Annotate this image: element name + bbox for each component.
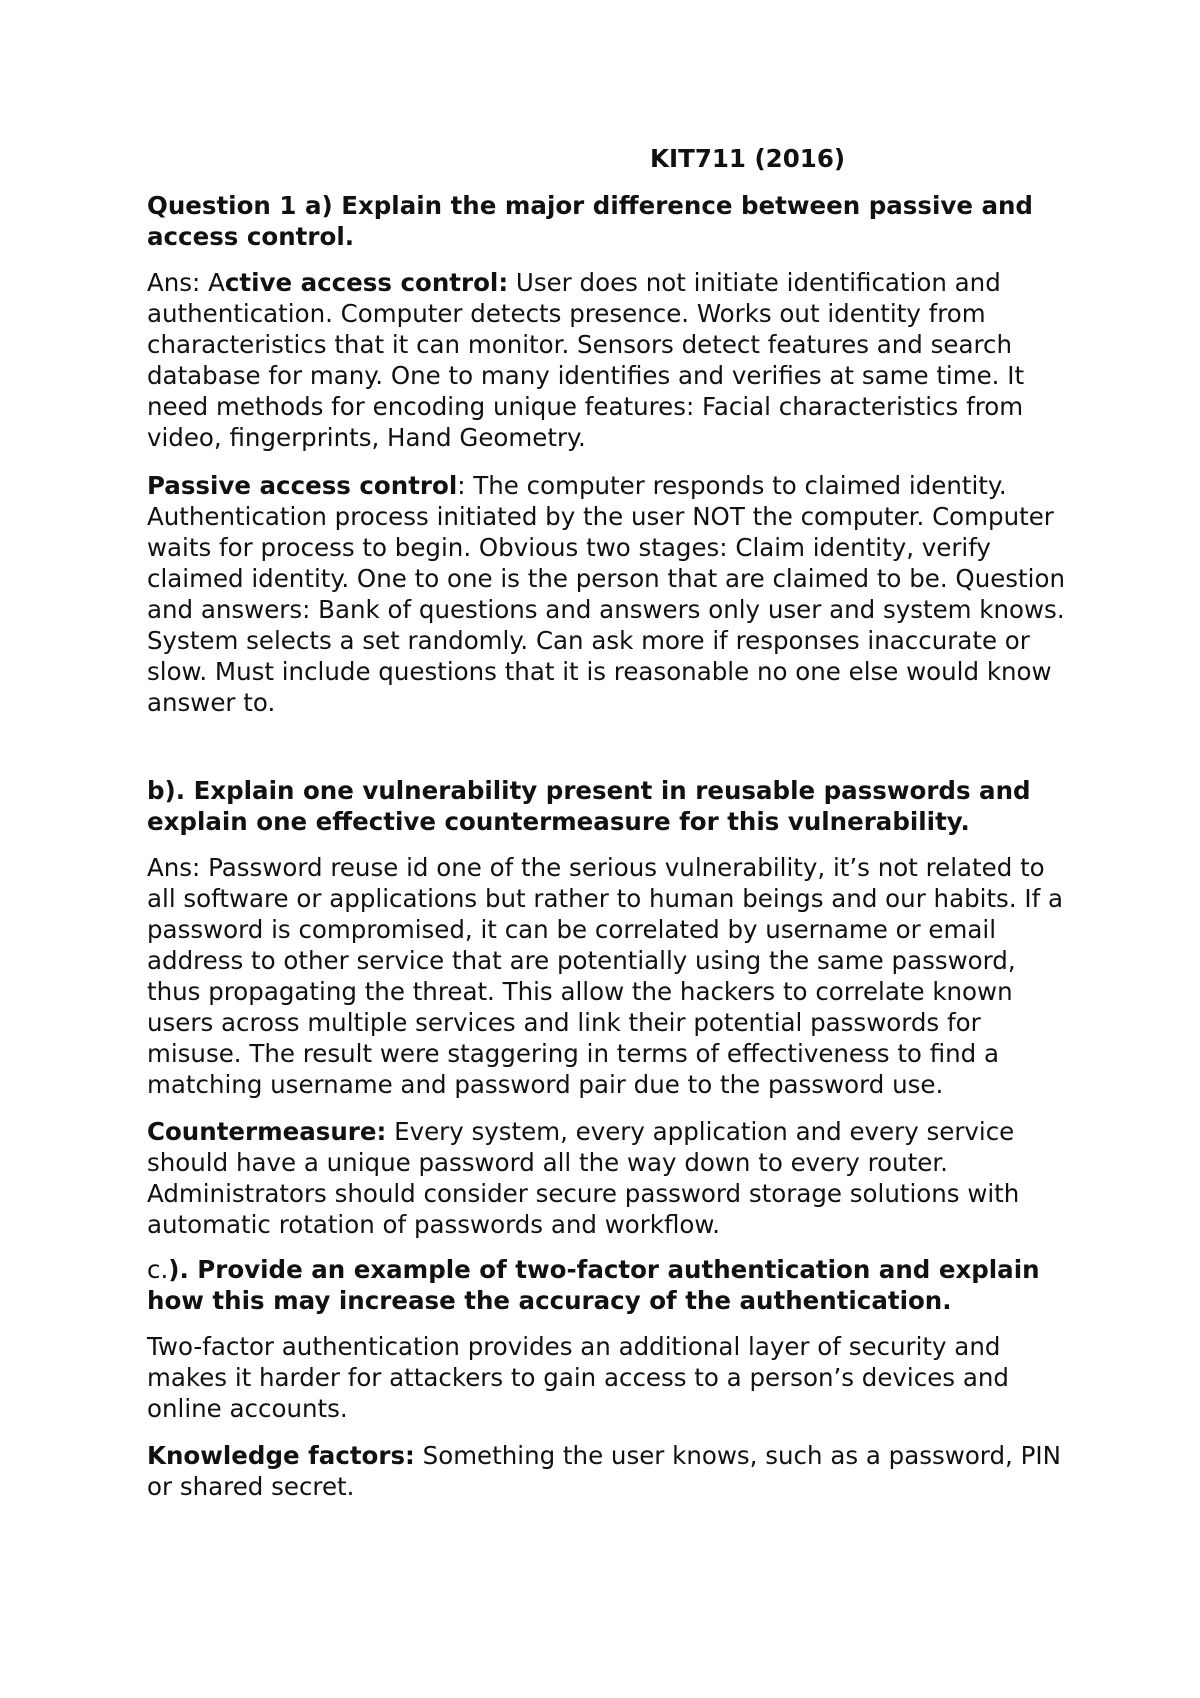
question-1c-prefix: c. <box>147 1255 169 1284</box>
answer-1a-passive <box>147 470 1072 718</box>
question-1a: Question 1 a) Explain the major difference between passive and access control. <box>147 191 1033 251</box>
two-factor-intro: Two-factor authentication provides an additional layer of security and makes it harder for attackers to gain access to a person’s devices and online accounts. <box>147 1332 1009 1423</box>
answer-prefix: Ans: A <box>147 268 225 297</box>
question-1c <box>147 1254 1072 1316</box>
countermeasure-paragraph <box>147 1116 1072 1240</box>
question-1b: b). Explain one vulnerability present in reusable passwords and explain one effective countermeasure for this vulnerability. <box>147 776 1031 836</box>
knowledge-factors-paragraph <box>147 1440 1072 1502</box>
passive-access-control-text: : The computer responds to claimed identity. Authentication process initiated by the user NOT the computer. Computer waits for process to begin. Obvious two stages: Claim identity, verify claimed identity. One to one is the person that are claimed to be. Question and answers: Bank of questions and answers only user and system knows. System selects a set randomly. Can ask more if responses inaccurate or slow. Must include questions that it is reasonable no one else would know answer to. <box>147 471 1065 717</box>
active-access-control-text: User does not initiate identification and authentication. Computer detects presence. Works out identity from characteristics that it can monitor. Sensors detect features and search database for many. One to many identifies and verifies at same time. It need methods for encoding unique features: Facial characteristics from video, fingerprints, Hand Geometry. <box>147 268 1025 452</box>
countermeasure-term: Countermeasure: <box>147 1117 387 1146</box>
active-access-control-term: ctive access control: <box>224 268 509 297</box>
document-title: KIT711 (2016) <box>650 144 846 173</box>
answer-1b: Ans: Password reuse id one of the serious vulnerability, it’s not related to all software or applications but rather to human beings and our habits. If a password is compromised, it can be correlated by username or email address to other service that are potentially using the same password, thus propagating the threat. This allow the hackers to correlate known users across multiple services and link their potential passwords for misuse. The result were staggering in terms of effectiveness to find a matching username and password pair due to the password use. <box>147 853 1064 1099</box>
countermeasure-text: Every system, every application and every service should have a unique password all the way down to every router. Administrators should consider secure password storage solutions with automatic rotation of passwords and workflow. <box>147 1117 1020 1239</box>
passive-access-control-term: Passive access control <box>147 471 458 500</box>
answer-1a-active <box>147 267 1072 453</box>
question-1c-text: ). Provide an example of two-factor authentication and explain how this may increase the accuracy of the authentication. <box>147 1255 1040 1315</box>
knowledge-factors-term: Knowledge factors: <box>147 1441 415 1470</box>
knowledge-factors-text: Something the user knows, such as a password, PIN or shared secret. <box>147 1441 1061 1501</box>
